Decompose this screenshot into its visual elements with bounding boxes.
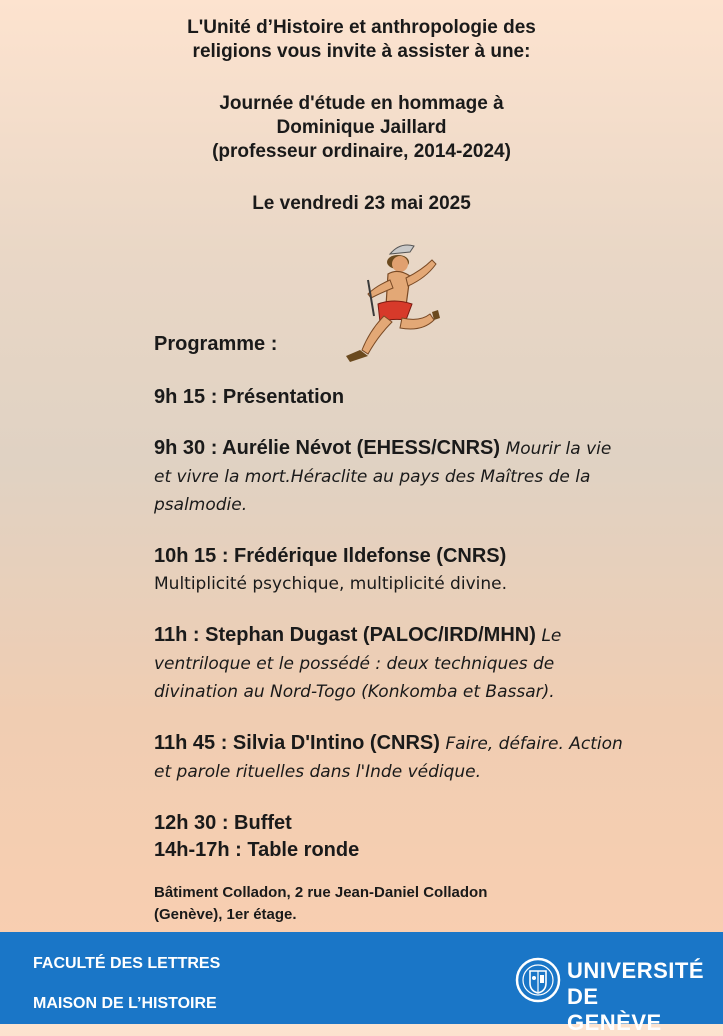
program-title: Programme :: [154, 333, 278, 355]
program-section: [154, 330, 624, 864]
program-entry-dintino: [154, 730, 624, 786]
address-line-2: (Genève), 1er étage.: [154, 906, 297, 923]
university-logo: [515, 952, 705, 1035]
program-entry-buffet: [154, 810, 624, 837]
entry-time-speaker: 10h 15 : Frédérique Ildefonse (CNRS): [154, 545, 507, 567]
footer-banner: [0, 932, 723, 1035]
entry-time-speaker: 11h 45 : Silvia D'Intino (CNRS): [154, 732, 440, 754]
address-line-1: Bâtiment Colladon, 2 rue Jean-Daniel Colladon: [154, 884, 488, 901]
header-line-1: L'Unité d’Histoire et anthropologie des: [187, 17, 536, 38]
event-date: Le vendredi 23 mai 2025: [252, 193, 471, 214]
event-title-line-3: (professeur ordinaire, 2014-2024): [212, 141, 511, 162]
event-title-line-2: Dominique Jaillard: [276, 117, 447, 138]
entry-time-speaker: 9h 30 : Aurélie Névot (EHESS/CNRS): [154, 437, 501, 459]
entry-time-speaker: 12h 30 : Buffet: [154, 812, 292, 834]
program-entry-round-table: [154, 837, 624, 864]
header-line-2: religions vous invite à assister à une:: [192, 41, 531, 62]
program-entry-dugast: [154, 622, 624, 706]
university-seal-icon: [515, 957, 561, 1003]
entry-talk-title: Faire, défaire. Action et parole rituelles dans l'Inde védique.: [154, 734, 623, 782]
program-entry-presentation: [154, 384, 624, 411]
faculty-label: FACULTÉ DES LETTRES: [33, 955, 221, 972]
venue-address: [154, 882, 624, 926]
invitation-header: [0, 16, 723, 216]
entry-talk-title: Le ventriloque et le possédé : deux techniques de divination au Nord-Togo (Konkomba et Bassar).: [154, 626, 562, 702]
entry-time-speaker: 9h 15 : Présentation: [154, 386, 345, 408]
entry-talk-title: Multiplicité psychique, multiplicité divine.: [154, 574, 507, 594]
program-entry-ildefonse: [154, 543, 624, 598]
entry-talk-title: Mourir la vie et vivre la mort.Héraclite au pays des Maîtres de la psalmodie.: [154, 439, 612, 515]
entry-time-speaker: 11h : Stephan Dugast (PALOC/IRD/MHN): [154, 624, 536, 646]
university-name-line-2: DE GENÈVE: [567, 984, 662, 1035]
program-entry-nevot: [154, 435, 624, 519]
house-label: MAISON DE L’HISTOIRE: [33, 995, 217, 1012]
event-title-line-1: Journée d'étude en hommage à: [219, 93, 504, 114]
university-name-line-1: UNIVERSITÉ: [567, 958, 705, 983]
entry-time-speaker: 14h-17h : Table ronde: [154, 839, 360, 861]
